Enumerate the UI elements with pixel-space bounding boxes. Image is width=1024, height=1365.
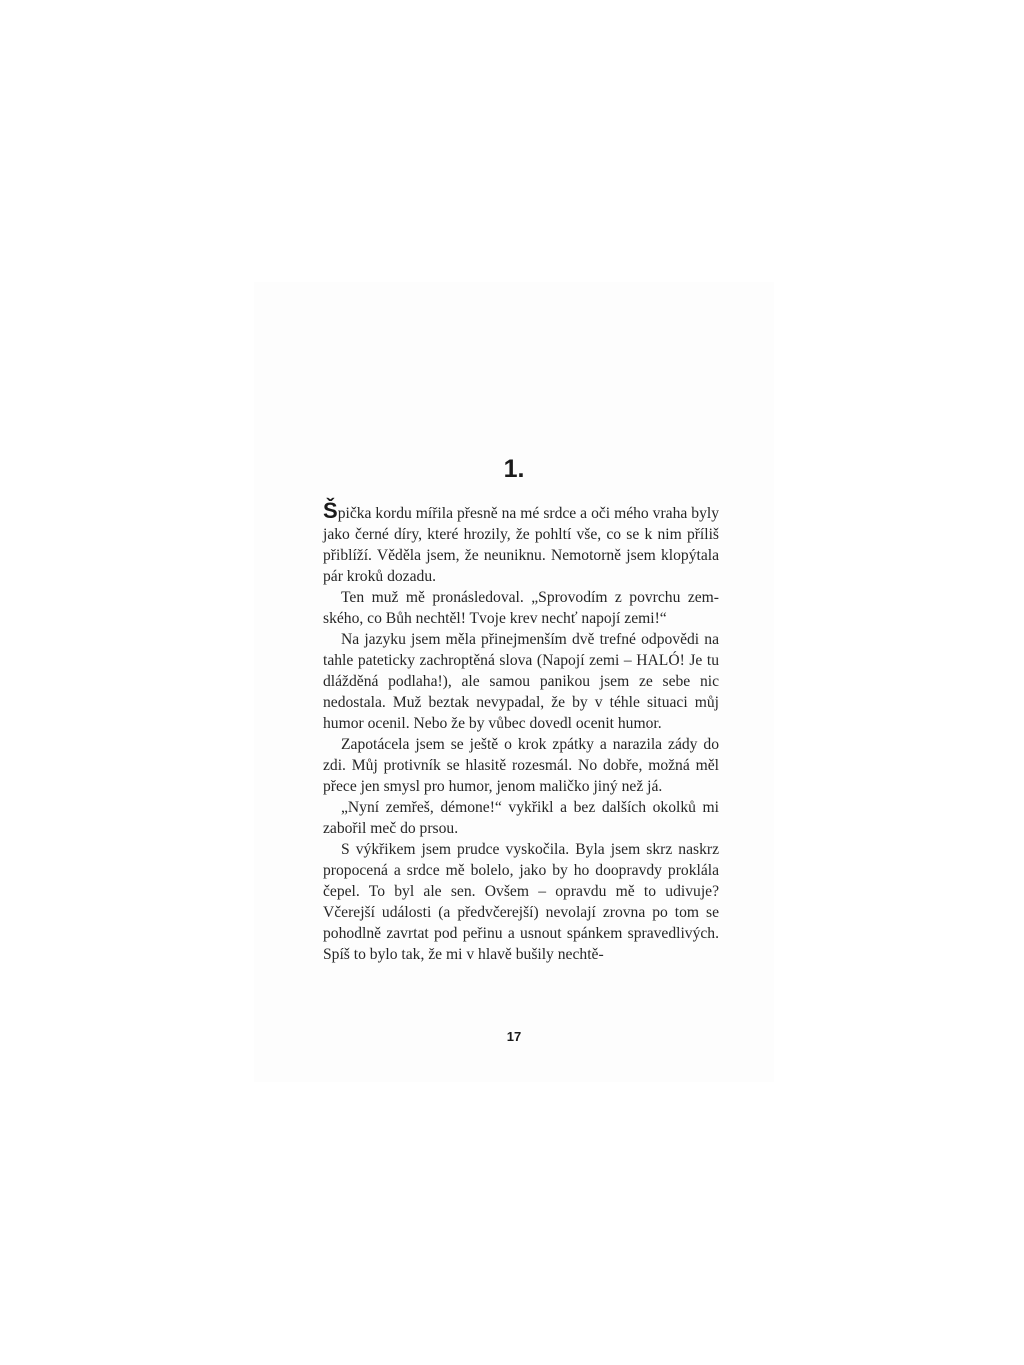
paragraph-6: S výkřikem jsem prudce vyskočila. Byla jsem skrz naskrz propocená a srdce mě bolelo, jako by ho doopravdy proklála čepel. To byl ale sen. Ovšem – opravdu mě to udivuje? Včerejší události (a předvčerejší) nevolají zrovna po tom se pohodlně zavrtat pod peřinu a usnout spánkem spravedlivých. Spíš to bylo tak, že mi v hlavě bušily nechtě- bbox=[323, 841, 719, 963]
book-page bbox=[254, 282, 774, 1082]
chapter-number: 1. bbox=[503, 455, 525, 483]
paragraph-1-text: pička kordu mířila přesně na mé srdce a oči mého vraha byly jako černé díry, které hrozily, že pohltí vše, co se k nim příliš přiblíží. Věděla jsem, že neuniknu. Nemotorně jsem klopýtala pár kroků dozadu. bbox=[323, 505, 719, 585]
page-number: 17 bbox=[506, 1029, 522, 1044]
paragraph-5: „Nyní zemřeš, démone!“ vykřikl a bez dalších okolků mi zabořil meč do prsou. bbox=[323, 799, 719, 837]
paragraph-2: Ten muž mě pronásledoval. „Sprovodím z povrchu zemského, co Bůh nechtěl! Tvoje krev nechť napojí zemi!“ bbox=[323, 589, 719, 627]
paragraph-1 bbox=[323, 500, 719, 587]
paragraph-4: Zapotácela jsem se ještě o krok zpátky a narazila zády do zdi. Můj protivník se hlasitě rozesmál. No dobře, možná měl přece jen smysl pro humor, jenom maličko jiný než já. bbox=[323, 736, 719, 795]
paragraph-3: Na jazyku jsem měla přinejmenším dvě trefné odpovědi na tahle pateticky zachroptěná slova (Napojí zemi – HALÓ! Je tu dlážděná podlaha!), ale samou panikou jsem ze sebe nic nedostala. Muž beztak nevypadal, že by v téhle situaci můj humor ocenil. Nebo že by vůbec dovedl ocenit humor. bbox=[323, 631, 719, 732]
chapter-text bbox=[323, 500, 719, 965]
initial-letter: Š bbox=[323, 498, 338, 523]
